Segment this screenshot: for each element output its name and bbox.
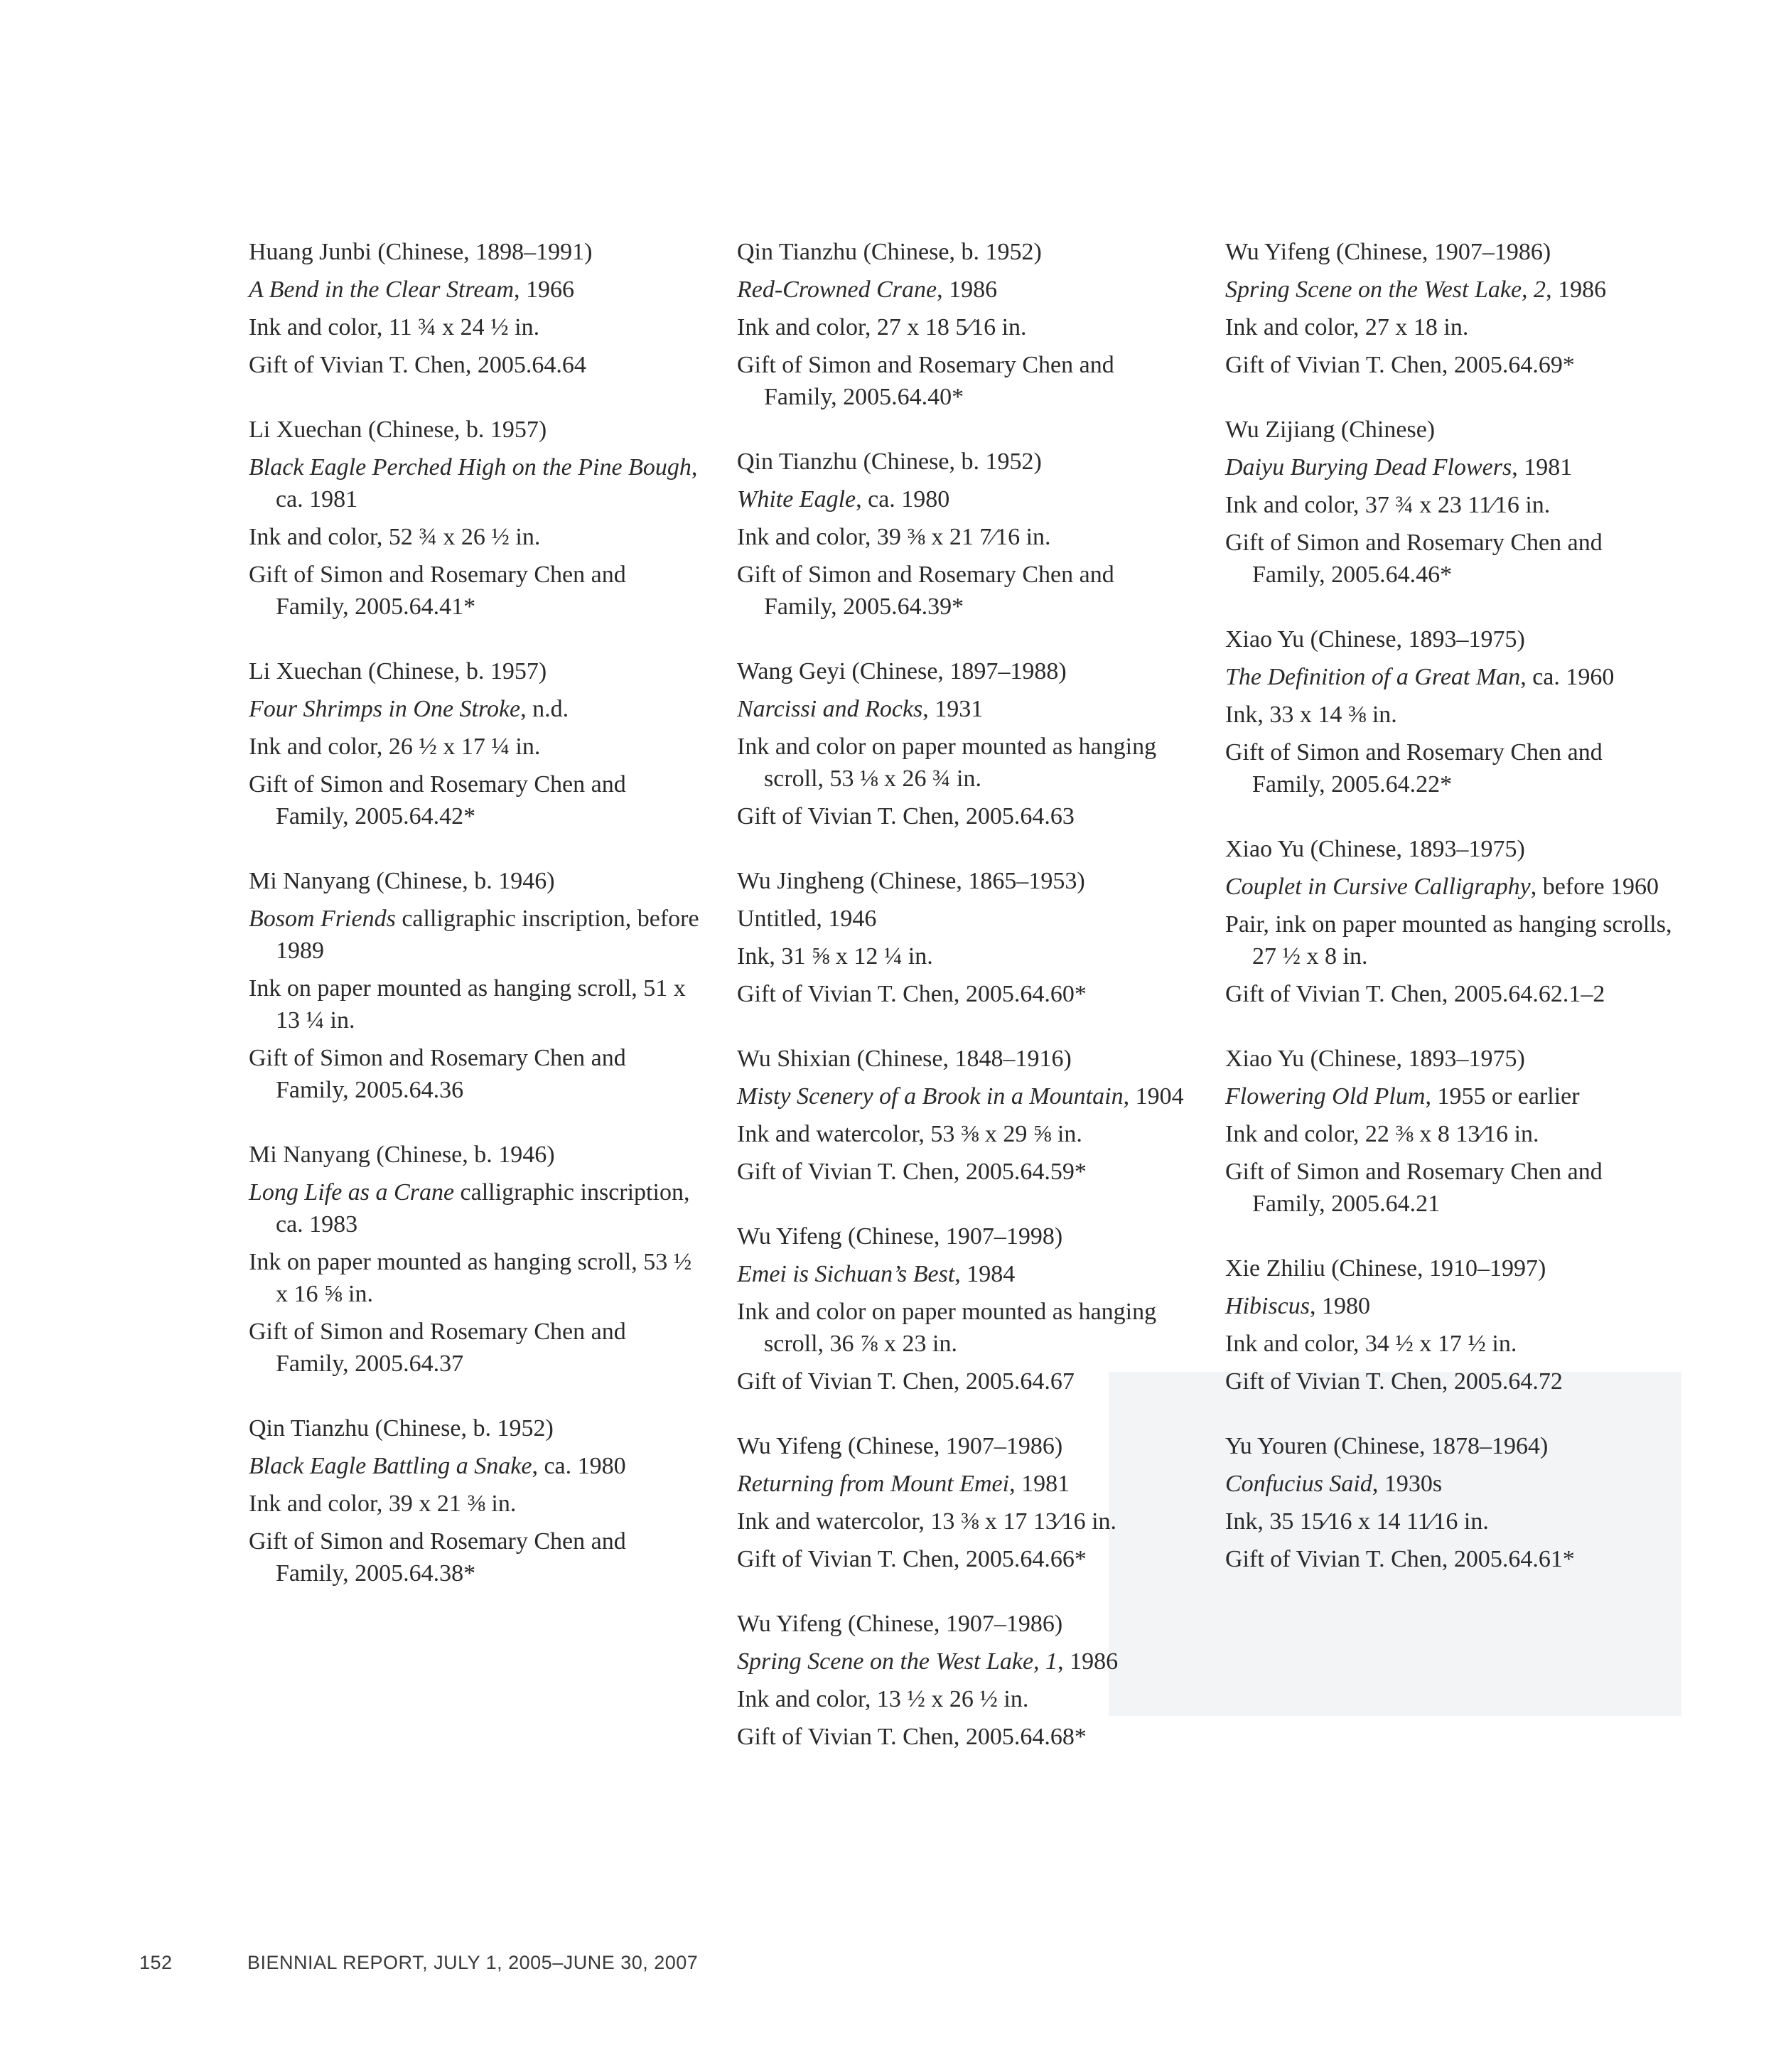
medium-dimensions-line: Ink and color, 39 x 21 ⅜ in.	[249, 1491, 517, 1517]
column-3	[1225, 236, 1680, 1608]
artwork-title: Daiyu Burying Dead Flowers	[1225, 454, 1512, 481]
title-line	[1225, 451, 1680, 483]
title-line	[1225, 661, 1680, 693]
catalog-entry	[1225, 1252, 1680, 1397]
artwork-date: , ca. 1980	[532, 1453, 626, 1479]
artwork-date: , 1986	[1546, 277, 1607, 303]
credit-line: Gift of Simon and Rosemary Chen and Family, 2005.64.39*	[737, 562, 1114, 620]
credit-line: Gift of Vivian T. Chen, 2005.64.68*	[737, 1724, 1087, 1750]
artist-line: Xiao Yu (Chinese, 1893–1975)	[1225, 1046, 1525, 1072]
artwork-date: Untitled, 1946	[737, 906, 877, 932]
credit-line: Gift of Simon and Rosemary Chen and Family, 2005.64.37	[249, 1319, 626, 1377]
credit-line: Gift of Vivian T. Chen, 2005.64.63	[737, 803, 1075, 830]
page-number: 152	[139, 1952, 173, 1973]
artwork-date: , 1966	[514, 277, 575, 303]
medium-dimensions-line: Ink and color, 52 ¾ x 26 ½ in.	[249, 524, 541, 550]
artwork-date: , ca. 1980	[856, 486, 950, 512]
artist-line: Yu Youren (Chinese, 1878–1964)	[1225, 1433, 1549, 1459]
title-line	[249, 451, 704, 515]
title-line	[1225, 1290, 1680, 1322]
medium-dimensions-line: Ink and color, 37 ¾ x 23 11⁄16 in.	[1225, 492, 1551, 518]
running-title: BIENNIAL REPORT, JULY 1, 2005–JUNE 30, 2007	[247, 1952, 699, 1973]
medium-dimensions-line: Ink and color, 13 ½ x 26 ½ in.	[737, 1686, 1029, 1712]
artist-line: Xie Zhiliu (Chinese, 1910–1997)	[1225, 1255, 1546, 1282]
artwork-date: calligraphic inscription, before 1989	[276, 906, 699, 964]
catalog-entry	[249, 1412, 704, 1589]
column-1	[249, 236, 704, 1622]
catalog-entry	[249, 1139, 704, 1380]
credit-line: Gift of Vivian T. Chen, 2005.64.67	[737, 1368, 1075, 1395]
credit-line: Gift of Simon and Rosemary Chen and Family, 2005.64.21	[1225, 1159, 1603, 1217]
artist-line: Qin Tianzhu (Chinese, b. 1952)	[737, 449, 1042, 475]
medium-dimensions-line: Ink and color, 27 x 18 in.	[1225, 314, 1469, 340]
artwork-date: , ca. 1960	[1520, 664, 1615, 690]
column-2	[737, 236, 1192, 1786]
artwork-title: Narcissi and Rocks	[737, 696, 923, 722]
artwork-date: , 1984	[954, 1261, 1016, 1287]
medium-dimensions-line: Ink and watercolor, 53 ⅜ x 29 ⅝ in.	[737, 1121, 1082, 1147]
artist-line: Wu Jingheng (Chinese, 1865–1953)	[737, 868, 1085, 894]
artwork-title: Black Eagle Perched High on the Pine Bough	[249, 454, 691, 481]
artwork-title: Confucius Said	[1225, 1471, 1372, 1497]
artwork-title: Hibiscus	[1225, 1293, 1310, 1319]
catalog-entry	[249, 655, 704, 832]
page-footer	[139, 1952, 698, 1974]
artist-line: Mi Nanyang (Chinese, b. 1946)	[249, 1142, 555, 1168]
credit-line: Gift of Vivian T. Chen, 2005.64.60*	[737, 981, 1087, 1007]
credit-line: Gift of Vivian T. Chen, 2005.64.66*	[737, 1546, 1087, 1572]
medium-dimensions-line: Ink and color, 34 ½ x 17 ½ in.	[1225, 1331, 1517, 1357]
title-line	[737, 1080, 1192, 1112]
artist-line: Wang Geyi (Chinese, 1897–1988)	[737, 658, 1067, 685]
artwork-date: , ca. 1981	[276, 454, 698, 512]
artwork-date: , 1981	[1512, 454, 1573, 481]
catalog-entry	[1225, 1043, 1680, 1220]
medium-dimensions-line: Ink and watercolor, 13 ⅜ x 17 13⁄16 in.	[737, 1508, 1117, 1535]
title-line	[737, 693, 1192, 725]
artwork-date: , 1955 or earlier	[1425, 1083, 1580, 1110]
artwork-title: Emei is Sichuan’s Best	[737, 1261, 955, 1287]
medium-dimensions-line: Ink and color, 11 ¾ x 24 ½ in.	[249, 314, 540, 340]
artist-line: Wu Zijiang (Chinese)	[1225, 417, 1436, 443]
medium-dimensions-line: Ink and color, 27 x 18 5⁄16 in.	[737, 314, 1027, 340]
artist-line: Qin Tianzhu (Chinese, b. 1952)	[737, 239, 1042, 265]
catalog-entry	[1225, 623, 1680, 800]
artwork-title: Long Life as a Crane	[249, 1179, 455, 1206]
credit-line: Gift of Vivian T. Chen, 2005.64.62.1–2	[1225, 981, 1605, 1007]
artwork-title: Bosom Friends	[249, 906, 396, 932]
credit-line: Gift of Vivian T. Chen, 2005.64.61*	[1225, 1546, 1575, 1572]
title-line	[737, 483, 1192, 515]
artwork-title: Returning from Mount Emei	[737, 1471, 1010, 1497]
artwork-title: Misty Scenery of a Brook in a Mountain	[737, 1083, 1124, 1110]
credit-line: Gift of Vivian T. Chen, 2005.64.69*	[1225, 352, 1575, 378]
catalog-entry	[1225, 1430, 1680, 1575]
catalog-entry	[737, 655, 1192, 832]
title-line	[249, 903, 704, 967]
catalog-entry	[737, 446, 1192, 623]
artwork-title: The Definition of a Great Man	[1225, 664, 1521, 690]
artist-line: Wu Yifeng (Chinese, 1907–1986)	[737, 1433, 1063, 1459]
medium-dimensions-line: Ink and color on paper mounted as hanging scroll, 36 ⅞ x 23 in.	[737, 1299, 1157, 1357]
medium-dimensions-line: Ink and color, 22 ⅜ x 8 13⁄16 in.	[1225, 1121, 1539, 1147]
artist-line: Wu Yifeng (Chinese, 1907–1986)	[737, 1611, 1063, 1637]
credit-line: Gift of Simon and Rosemary Chen and Family, 2005.64.41*	[249, 562, 626, 620]
catalog-entry	[737, 1430, 1192, 1575]
title-line	[737, 1646, 1192, 1678]
medium-dimensions-line: Ink and color, 26 ½ x 17 ¼ in.	[249, 734, 541, 760]
medium-dimensions-line: Ink, 31 ⅝ x 12 ¼ in.	[737, 943, 933, 970]
artist-line: Qin Tianzhu (Chinese, b. 1952)	[249, 1415, 554, 1442]
title-line	[737, 1468, 1192, 1500]
catalog-entry	[737, 236, 1192, 413]
artwork-date: , before 1960	[1530, 874, 1659, 900]
title-line	[1225, 274, 1680, 306]
artist-line: Li Xuechan (Chinese, b. 1957)	[249, 658, 547, 685]
artwork-date: , 1981	[1009, 1471, 1070, 1497]
artwork-date: , n.d.	[520, 696, 569, 722]
artwork-title: Couplet in Cursive Calligraphy	[1225, 874, 1531, 900]
artwork-date: , 1986	[937, 277, 998, 303]
credit-line: Gift of Simon and Rosemary Chen and Family, 2005.64.36	[249, 1045, 626, 1103]
catalog-entry	[737, 1220, 1192, 1397]
artist-line: Xiao Yu (Chinese, 1893–1975)	[1225, 836, 1525, 862]
artwork-title: A Bend in the Clear Stream	[249, 277, 515, 303]
credit-line: Gift of Simon and Rosemary Chen and Family, 2005.64.38*	[249, 1528, 626, 1587]
artist-line: Li Xuechan (Chinese, b. 1957)	[249, 417, 547, 443]
catalog-entry	[249, 414, 704, 623]
title-line	[737, 903, 1192, 935]
artwork-title: Flowering Old Plum	[1225, 1083, 1426, 1110]
title-line	[1225, 1468, 1680, 1500]
credit-line: Gift of Simon and Rosemary Chen and Family, 2005.64.42*	[249, 771, 626, 830]
catalog-entry	[737, 1043, 1192, 1188]
medium-dimensions-line: Ink on paper mounted as hanging scroll, 51 x 13 ¼ in.	[249, 975, 686, 1034]
catalog-entry	[737, 1608, 1192, 1753]
catalog-entry	[249, 865, 704, 1106]
title-line	[1225, 1080, 1680, 1112]
artist-line: Wu Shixian (Chinese, 1848–1916)	[737, 1046, 1072, 1072]
artist-line: Huang Junbi (Chinese, 1898–1991)	[249, 239, 593, 265]
medium-dimensions-line: Ink and color, 39 ⅜ x 21 7⁄16 in.	[737, 524, 1051, 550]
artwork-title: White Eagle	[737, 486, 856, 512]
artwork-date: , 1931	[922, 696, 984, 722]
artist-line: Wu Yifeng (Chinese, 1907–1986)	[1225, 239, 1551, 265]
artwork-date: , 1904	[1123, 1083, 1184, 1110]
artwork-title: Red-Crowned Crane	[737, 277, 937, 303]
catalog-entry	[1225, 414, 1680, 591]
title-line	[737, 274, 1192, 306]
catalog-entry	[1225, 833, 1680, 1010]
artist-line: Wu Yifeng (Chinese, 1907–1998)	[737, 1223, 1063, 1250]
artwork-title: Spring Scene on the West Lake, 1	[737, 1648, 1058, 1675]
artwork-date: , 1980	[1310, 1293, 1370, 1319]
artwork-title: Four Shrimps in One Stroke	[249, 696, 521, 722]
title-line	[249, 274, 704, 306]
medium-dimensions-line: Ink, 33 x 14 ⅜ in.	[1225, 702, 1397, 728]
catalog-entry	[737, 865, 1192, 1010]
credit-line: Gift of Vivian T. Chen, 2005.64.59*	[737, 1159, 1087, 1185]
title-line	[249, 1176, 704, 1240]
artist-line: Xiao Yu (Chinese, 1893–1975)	[1225, 626, 1525, 653]
medium-dimensions-line: Pair, ink on paper mounted as hanging scrolls, 27 ½ x 8 in.	[1225, 911, 1672, 970]
credit-line: Gift of Simon and Rosemary Chen and Family, 2005.64.40*	[737, 352, 1114, 410]
medium-dimensions-line: Ink on paper mounted as hanging scroll, 53 ½ x 16 ⅝ in.	[249, 1249, 692, 1307]
credit-line: Gift of Simon and Rosemary Chen and Family, 2005.64.46*	[1225, 530, 1603, 588]
artwork-date: , 1986	[1057, 1648, 1119, 1675]
artwork-title: Spring Scene on the West Lake, 2	[1225, 277, 1546, 303]
credit-line: Gift of Vivian T. Chen, 2005.64.64	[249, 352, 586, 378]
credit-line: Gift of Simon and Rosemary Chen and Family, 2005.64.22*	[1225, 739, 1603, 798]
title-line	[249, 1450, 704, 1482]
title-line	[737, 1258, 1192, 1290]
artwork-date: calligraphic inscription, ca. 1983	[276, 1179, 690, 1238]
title-line	[249, 693, 704, 725]
artist-line: Mi Nanyang (Chinese, b. 1946)	[249, 868, 555, 894]
medium-dimensions-line: Ink and color on paper mounted as hanging scroll, 53 ⅛ x 26 ¾ in.	[737, 734, 1157, 792]
credit-line: Gift of Vivian T. Chen, 2005.64.72	[1225, 1368, 1563, 1395]
catalog-entry	[1225, 236, 1680, 381]
artwork-title: Black Eagle Battling a Snake	[249, 1453, 532, 1479]
medium-dimensions-line: Ink, 35 15⁄16 x 14 11⁄16 in.	[1225, 1508, 1489, 1535]
title-line	[1225, 871, 1680, 903]
artwork-date: , 1930s	[1372, 1471, 1443, 1497]
catalog-entry	[249, 236, 704, 381]
